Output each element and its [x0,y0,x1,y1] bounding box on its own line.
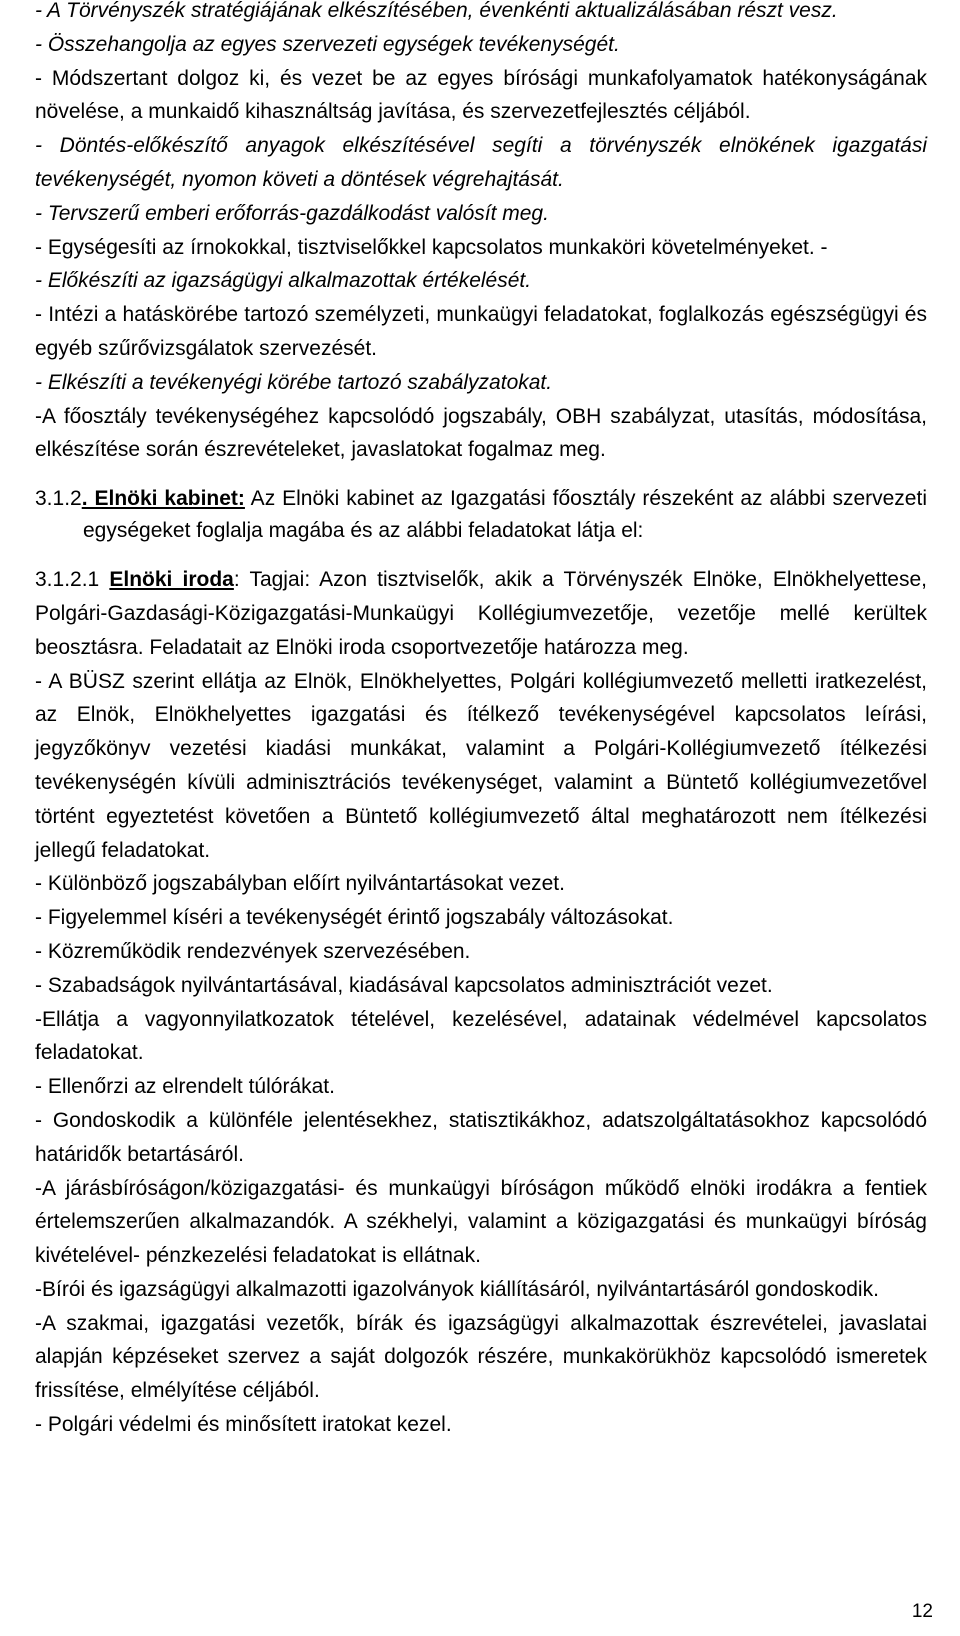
list-item: -A főosztály tevékenységéhez kapcsolódó jogszabály, OBH szabályzat, utasítás, módosítása, elkészítése során észrevételeket, javaslatokat fogalmaz meg. [35,404,927,462]
list-item: - A Törvényszék stratégiájának elkészítésében, évenkénti aktualizálásában részt vesz. [35,0,838,22]
subsection-title: Elnöki iroda [109,568,234,592]
list-item: - Elkészíti a tevékenyégi körébe tartozó szabályzatokat. [35,370,553,394]
list-item: - A BÜSZ szerint ellátja az Elnök, Elnökhelyettes, Polgári kollégiumvezető melletti iratkezelést, az Elnök, Elnökhelyettes igazgatási és ítélkező tevékenységével kapcsolatos leírási, jegyzőkönyv vezetési kiadási munkákat, valamint a Polgári-Kollégiumvezető ítélkezési tevékenységén kívüli adminisztrációs tevékenységet, valamint a Büntető kollégiumvezetővel történt egyeztetést követően a Büntető kollégiumvezető által meghatározott nem ítélkezési jellegű feladatokat. [35,669,927,862]
list-item: - Ellenőrzi az elrendelt túlórákat. [35,1075,335,1099]
list-item: -Bírói és igazságügyi alkalmazotti igazolványok kiállításáról, nyilvántartásáról gondoskodik. [35,1277,879,1301]
list-item: - Összehangolja az egyes szervezeti egységek tevékenységét. [35,32,620,56]
list-item: - Módszertant dolgoz ki, és vezet be az egyes bírósági munkafolyamatok hatékonyságának növelése, a munkaidő kihasználtság javítása, és szervezetfejlesztés céljából. [35,66,927,124]
list-item: - Közreműködik rendezvények szervezésében. [35,939,471,963]
section-intro-part2: egységeket foglalja magába és az alábbi feladatokat látja el: [83,519,644,543]
list-item: - Előkészíti az igazságügyi alkalmazottak értékelését. [35,269,532,293]
list-item: - Intézi a hatáskörébe tartozó személyzeti, munkaügyi feladatokat, foglalkozás egészségügyi és egyéb szűrővizsgálatok szervezését. [35,303,927,360]
spacer [35,467,927,483]
document-page [35,0,927,1442]
list-item: -A szakmai, igazgatási vezetők, bírák és igazságügyi alkalmazottak észrevételei, javaslatai alapján képzéseket szervez a saját dolgozók részére, munkakörükhöz kapcsolódó ismeretek frissítése, elmélyítése céljából. [35,1311,927,1403]
subsection-intro: : Tagjai: Azon tisztviselők, akik a Törvényszék Elnöke, Elnökhelyettese, Polgári-Gazdasági-Közigazgatási-Munkaügyi Kollégiumvezetője, vezetője mellé kerültek beosztásra. Feladatait az Elnöki iroda csoportvezetője határozza meg. [35,568,927,659]
spacer [35,547,927,563]
list-item: - Gondoskodik a különféle jelentésekhez, statisztikákhoz, adatszolgáltatásokhoz kapcsolódó határidők betartásáról. [35,1108,927,1166]
section-elnoki-kabinet [35,483,927,547]
list-item: - Szabadságok nyilvántartásával, kiadásával kapcsolatos adminisztrációt vezet. [35,973,773,997]
list-item: - Döntés-előkészítő anyagok elkészítésével segíti a törvényszék elnökének igazgatási tevékenységét, nyomon követi a döntések végrehajtását. [35,134,927,191]
list-item: - Különböző jogszabályban előírt nyilvántartásokat vezet. [35,872,565,896]
section-number: 3.1.2 [35,487,82,511]
section-elnoki-iroda [35,563,927,1442]
section-intro-part1: Az Elnöki kabinet az Igazgatási főosztály részeként az alábbi szervezeti [244,487,927,511]
list-item: - Tervszerű emberi erőforrás-gazdálkodást valósít meg. [35,201,549,225]
list-item: - Egységesíti az írnokokkal, tisztviselőkkel kapcsolatos munkaköri követelményeket. - [35,235,828,259]
subsection-number: 3.1.2.1 [35,568,110,592]
section-igazgatasi-foosztaly-tasks [35,0,927,467]
section-heading-paragraph [35,483,927,547]
section-heading-paragraph [35,563,927,664]
list-item: - Polgári védelmi és minősített iratokat kezel. [35,1413,452,1437]
list-item: -Ellátja a vagyonnyilatkozatok tételével, kezelésével, adatainak védelmével kapcsolatos feladatokat. [35,1007,927,1065]
list-item: -A járásbíróságon/közigazgatási- és munkaügyi bíróságon működő elnöki irodákra a fentiek értelemszerűen alkalmazandók. A székhelyi, valamint a közigazgatási és munkaügyi bíróság kivételével- pénzkezelési feladatokat is ellátnak. [35,1176,927,1268]
list-item: - Figyelemmel kíséri a tevékenységét érintő jogszabály változásokat. [35,906,674,930]
section-title: . Elnöki kabinet: [81,487,245,511]
page-number: 12 [911,1601,933,1622]
